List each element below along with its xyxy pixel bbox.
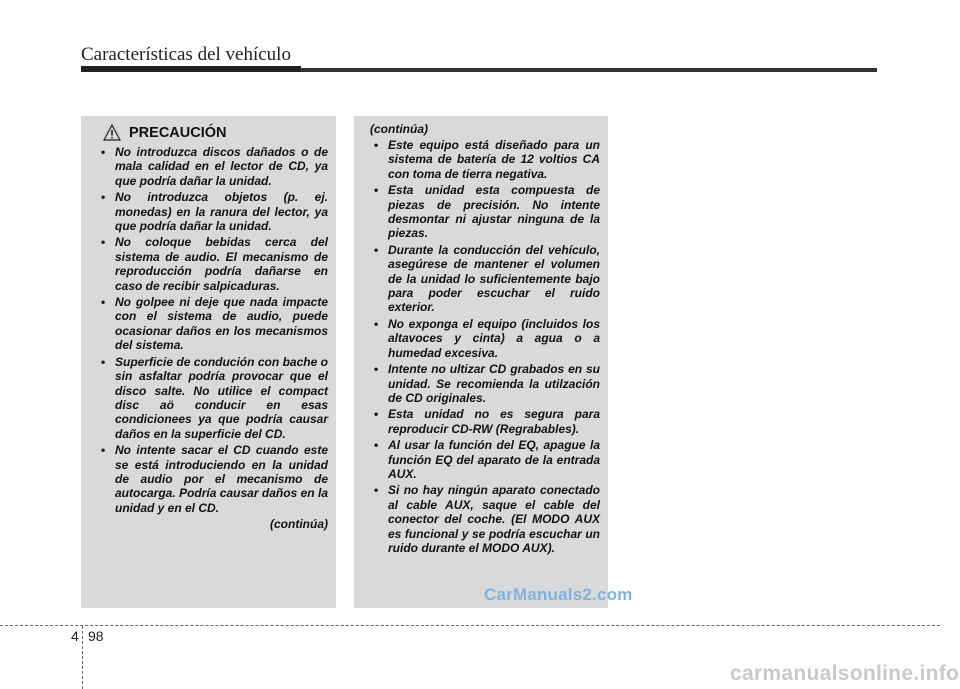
list-item: • Esta unidad no es segura para reproducir CD-RW (Regrabables). bbox=[364, 407, 600, 436]
header-rule-accent bbox=[81, 66, 301, 72]
list-item: • Intente no ultizar CD grabados en su unidad. Se recomienda la utilzación de CD originales. bbox=[364, 362, 600, 405]
watermark-bottom: carmanualsonline.info bbox=[730, 662, 960, 685]
list-item: • Si no hay ningún aparato conectado al cable AUX, saque el cable del conector del coche. (El MODO AUX es funcional y se podría escuchar un ruido durante el MODO AUX). bbox=[364, 483, 600, 555]
list-item: • No coloque bebidas cerca del sistema de audio. El mecanismo de reproducción podría dañarse en caso de recibir salpicaduras. bbox=[91, 235, 328, 293]
footer-vertical-rule bbox=[82, 626, 83, 689]
list-item: • No exponga el equipo (incluidos los altavoces y cinta) a agua o a humedad excesiva. bbox=[364, 317, 600, 360]
list-item: • Superficie de condución con bache o sin asfaltar podría provocar que el disco salte. No utilice el compact disc aö conducir en esas condicionees ya que podría causar daños en la superficie del CD. bbox=[91, 355, 328, 441]
chapter-number: 4 bbox=[71, 628, 79, 644]
continued-label: (continúa) bbox=[270, 517, 328, 532]
caution-panel bbox=[81, 116, 336, 608]
list-item: • Al usar la función del EQ, apague la función EQ del aparato de la entrada AUX. bbox=[364, 438, 600, 481]
caution-list bbox=[91, 145, 328, 515]
list-item: • No introduzca discos dañados o de mala calidad en el lector de CD, ya que podría dañar la unidad. bbox=[91, 145, 328, 188]
caution-heading bbox=[103, 124, 328, 141]
caution-panel-continued bbox=[354, 116, 608, 608]
list-item: • No golpee ni deje que nada impacte con el sistema de audio, puede ocasionar daños en los mecanismos del sistema. bbox=[91, 295, 328, 353]
caution-list-continued bbox=[364, 138, 600, 555]
watermark-inline: CarManuals2.com bbox=[484, 585, 633, 604]
list-item: • No introduzca objetos (p. ej. monedas) en la ranura del lector, ya que podría dañar la unidad. bbox=[91, 190, 328, 233]
list-item: • Esta unidad esta compuesta de piezas de precisión. No intente desmontar ni ajustar ninguna de la piezas. bbox=[364, 183, 600, 241]
caution-title: PRECAUCIÓN bbox=[129, 124, 227, 141]
continued-label: (continúa) bbox=[370, 122, 428, 136]
page-number: 98 bbox=[88, 628, 104, 644]
footer-rule bbox=[0, 625, 940, 626]
list-item: • Este equipo está diseñado para un sistema de batería de 12 voltios CA con toma de tierra negativa. bbox=[364, 138, 600, 181]
page-header-title: Características del vehículo bbox=[81, 44, 291, 65]
list-item: • No intente sacar el CD cuando este se está introduciendo en la unidad de audio por el mecanismo de autocarga. Podría causar daños en la unidad y en el CD. bbox=[91, 443, 328, 515]
warning-triangle-icon bbox=[103, 124, 121, 141]
list-item: • Durante la conducción del vehículo, asegúrese de mantener el volumen de la unidad lo suficientemente bajo para poder escuchar el ruido exterior. bbox=[364, 243, 600, 315]
